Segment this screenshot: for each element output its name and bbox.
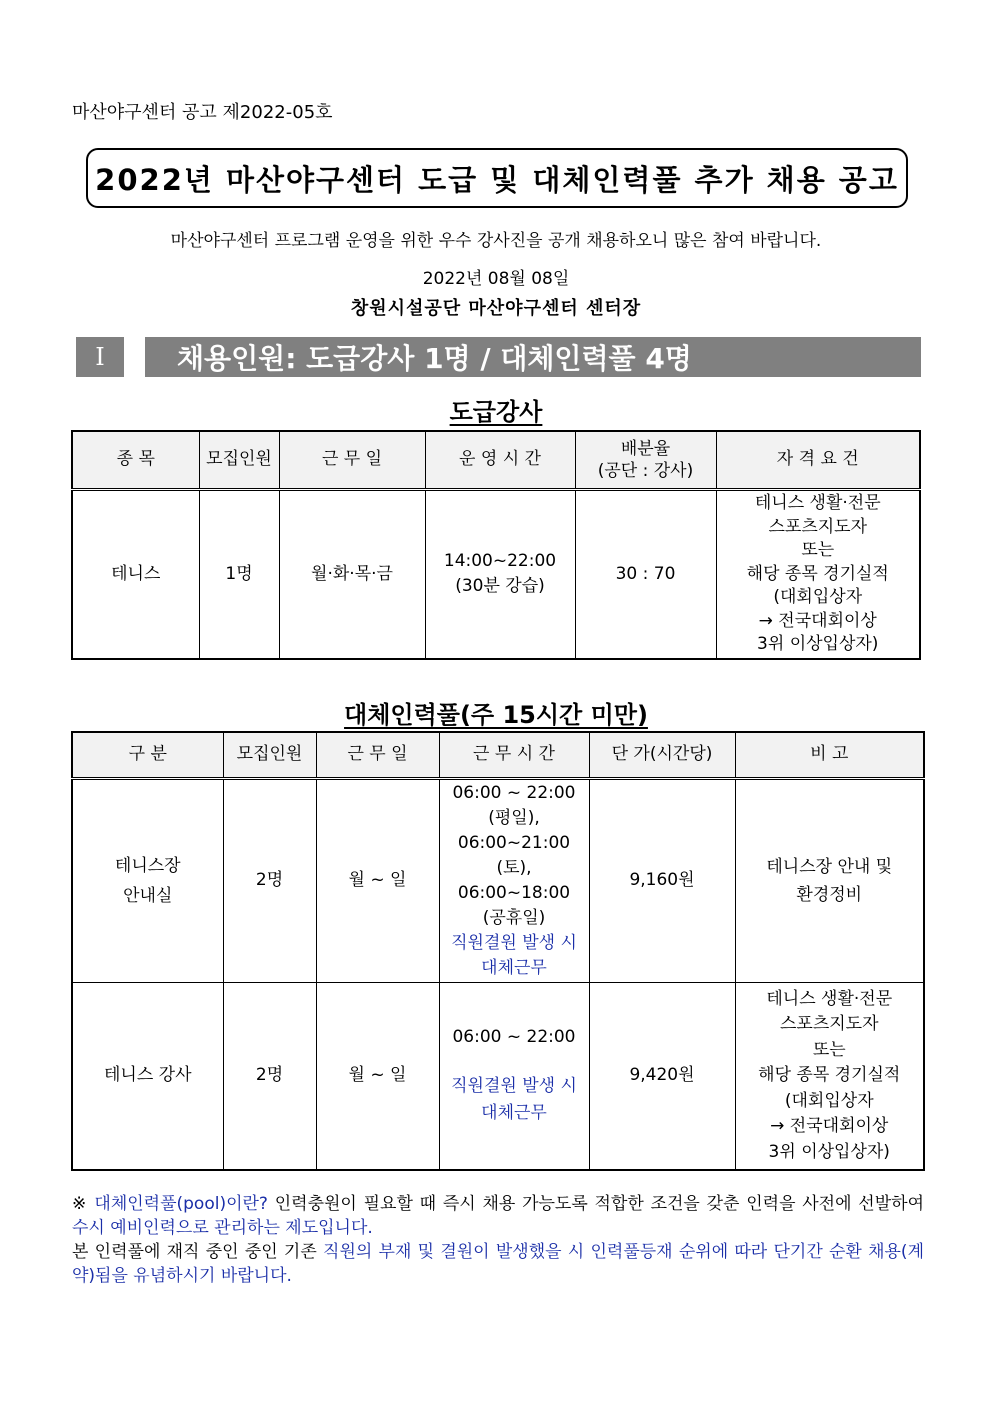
pool-table [71,731,925,1171]
cell-ratio: 30 : 70 [575,489,716,659]
header-rate: 단 가(시간당) [589,732,735,778]
header-type: 구 분 [72,732,223,778]
header-count: 모집인원 [199,431,279,489]
cell-hours: 14:00~22:00 (30분 강습) [425,489,575,659]
pool-table-title: 대체인력풀(주 15시간 미만) [344,701,648,729]
header-hours: 운 영 시 간 [425,431,575,489]
cell-days: 월 ~ 일 [316,982,439,1170]
cell-sport: 테니스 [72,489,199,659]
cell-hours: 06:00 ~ 22:00 (평일), 06:00~21:00 (토), 06:00~18:00 (공휴일) 직원결원 발생 시 대체근무 [439,778,589,982]
section-number: Ⅰ [76,337,124,377]
footnote [72,1192,924,1288]
contract-table [71,430,921,660]
header-count: 모집인원 [223,732,316,778]
notice-date: 2022년 08월 08일 [422,269,570,289]
cell-note: 테니스 생활·전문 스포츠지도자 또는 해당 종목 경기실적 (대회입상자 → 전국대회이상 3위 이상입상자) [735,982,924,1170]
cell-hours: 06:00 ~ 22:00 직원결원 발생 시 대체근무 [439,982,589,1170]
cell-days: 월·화·목·금 [279,489,425,659]
header-sport: 종 목 [72,431,199,489]
table-row [72,489,920,659]
header-note: 비 고 [735,732,924,778]
notice-number: 마산야구센터 공고 제2022-05호 [72,102,333,123]
cell-count: 2명 [223,778,316,982]
cell-qualification: 테니스 생활·전문 스포츠지도자 또는 해당 종목 경기실적 (대회입상자 → 전국대회이상 3위 이상입상자) [716,489,920,659]
footnote-definition: ※ 대체인력풀(pool)이란? 인력충원이 필요할 때 즉시 채용 가능도록 적합한 조건을 갖춘 인력을 사전에 선발하여 수시 예비인력으로 관리하는 제도입니다. [72,1194,924,1238]
cell-rate: 9,420원 [589,982,735,1170]
intro-text: 마산야구센터 프로그램 운영을 위한 우수 강사진을 공개 채용하오니 많은 참여 바랍니다. [170,231,822,251]
header-days: 근 무 일 [279,431,425,489]
cell-count: 2명 [223,982,316,1170]
cell-days: 월 ~ 일 [316,778,439,982]
cell-type: 테니스장 안내실 [72,778,223,982]
header-ratio: 배분율 (공단 : 강사) [575,431,716,489]
cell-type: 테니스 강사 [72,982,223,1170]
table-row [72,778,924,982]
header-days: 근 무 일 [316,732,439,778]
contract-table-title: 도급강사 [449,398,543,426]
page-title: 2022년 마산야구센터 도급 및 대체인력풀 추가 채용 공고 [86,148,908,208]
cell-rate: 9,160원 [589,778,735,982]
hours-note: 직원결원 발생 시 [451,1076,577,1097]
section-title: 채용인원: 도급강사 1명 / 대체인력풀 4명 [145,337,921,377]
table-row [72,982,924,1170]
footnote-notice: 본 인력풀에 재직 중인 중인 기존 직원의 부재 및 결원이 발생했을 시 인력풀등재 순위에 따라 단기간 순환 채용(계약)됨을 유념하시기 바랍니다. [72,1242,924,1286]
cell-note: 테니스장 안내 및 환경정비 [735,778,924,982]
cell-count: 1명 [199,489,279,659]
header-qualification: 자 격 요 건 [716,431,920,489]
organization-name: 창원시설공단 마산야구센터 센터장 [350,298,642,319]
header-hours: 근 무 시 간 [439,732,589,778]
hours-note: 직원결원 발생 시 [451,932,577,953]
